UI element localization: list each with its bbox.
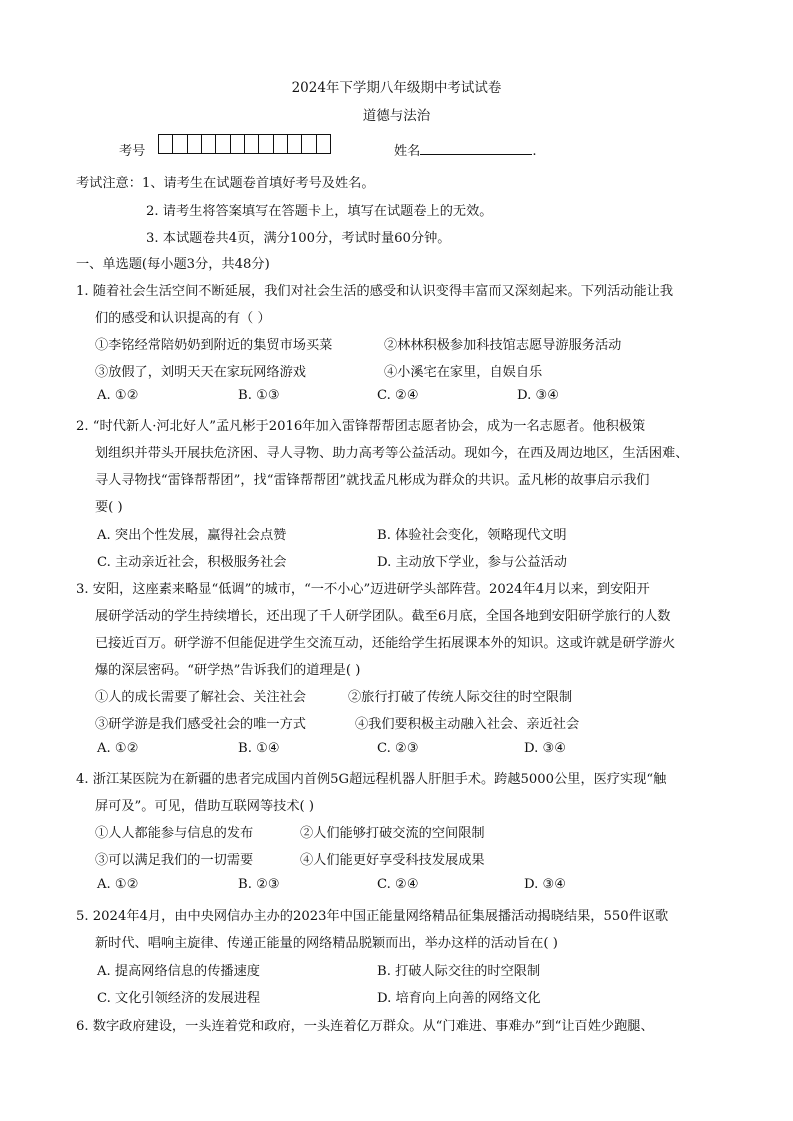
- q3-text-2: 展研学活动的学生持续增长，还出现了千人研学团队。截至6月底，全国各地到安阳研学旅行的人数: [95, 609, 671, 624]
- q3-text-1: 3. 安阳，这座素来略显“低调”的城市，“一不小心”迈进研学头部阵营。2024年4月以来，到安阳开: [76, 582, 650, 597]
- q4-stmt-4: ④人们能更好享受科技发展成果: [300, 853, 485, 868]
- q3-option-a[interactable]: A. ①②: [97, 741, 139, 756]
- q2-option-b[interactable]: B. 体验社会变化，领略现代文明: [377, 528, 567, 543]
- name-underline: [420, 141, 532, 155]
- q2-option-c[interactable]: C. 主动亲近社会，积极服务社会: [97, 555, 287, 570]
- q1-text-2: 们的感受和认识提高的有（ ）: [95, 311, 271, 326]
- q3-text-4: 爆的深层密码。“研学热”告诉我们的道理是( ): [95, 663, 361, 678]
- exam-title: 2024年下学期八年级期中考试试卷: [291, 80, 502, 96]
- section-heading: 一、单选题(每小题3分，共48分): [76, 257, 270, 272]
- q1-option-b[interactable]: B. ①③: [238, 388, 280, 403]
- q3-stmt-3: ③研学游是我们感受社会的唯一方式: [95, 717, 306, 732]
- q3-stmt-2: ②旅行打破了传统人际交往的时空限制: [348, 690, 573, 705]
- q2-text-2: 划组织并带头开展扶危济困、寻人寻物、助力高考等公益活动。现如今，在西及周边地区，生活困难、: [95, 446, 689, 461]
- q5-option-a[interactable]: A. 提高网络信息的传播速度: [97, 964, 260, 979]
- q5-text-1: 5. 2024年4月，由中央网信办主办的2023年中国正能量网络精品征集展播活动揭晓结果，550件讴歌: [76, 909, 669, 924]
- exam-subject: 道德与法治: [362, 108, 431, 124]
- id-number-boxes[interactable]: [158, 134, 331, 154]
- notes-line-3: 3. 本试题卷共4页，满分100分，考试时量60分钟。: [146, 231, 451, 246]
- q4-option-d[interactable]: D. ③④: [524, 877, 567, 892]
- q3-option-b[interactable]: B. ①④: [238, 741, 280, 756]
- q4-text-1: 4. 浙江某医院为在新疆的患者完成国内首例5G超远程机器人肝胆手术。跨越5000公里，医疗实现“触: [76, 772, 667, 787]
- q5-text-2: 新时代、唱响主旋律、传递正能量的网络精品脱颖而出，举办这样的活动旨在( ): [95, 936, 558, 951]
- q3-stmt-4: ④我们要积极主动融入社会、亲近社会: [355, 717, 580, 732]
- q1-option-d[interactable]: D. ③④: [517, 388, 560, 403]
- name-field[interactable]: 姓名 .: [394, 140, 537, 159]
- q2-option-d[interactable]: D. 主动放下学业，参与公益活动: [377, 555, 567, 570]
- q2-text-3: 寻人寻物找“雷锋帮帮团”，找“雷锋帮帮团”就找孟凡彬成为群众的共识。孟凡彬的故事启示我们: [95, 473, 650, 488]
- q5-option-c[interactable]: C. 文化引领经济的发展进程: [97, 991, 261, 1006]
- q4-text-2: 屏可及”。可见，借助互联网等技术( ): [95, 799, 315, 814]
- q1-option-a[interactable]: A. ①②: [97, 388, 139, 403]
- q1-text-1: 1. 随着社会生活空间不断延展，我们对社会生活的感受和认识变得丰富而又深刻起来。下列活动能让我: [76, 284, 674, 299]
- notes-line-1: 考试注意：1、请考生在试题卷首填好考号及姓名。: [76, 176, 375, 191]
- q3-option-c[interactable]: C. ②③: [377, 741, 419, 756]
- q5-option-b[interactable]: B. 打破人际交往的时空限制: [377, 964, 541, 979]
- q4-option-b[interactable]: B. ②③: [238, 877, 280, 892]
- q3-stmt-1: ①人的成长需要了解社会、关注社会: [95, 690, 306, 705]
- q3-option-d[interactable]: D. ③④: [524, 741, 567, 756]
- q3-text-3: 已接近百万。研学游不但能促进学生交流互动，还能给学生拓展课本外的知识。这或许就是研学游火: [95, 636, 676, 651]
- q1-stmt-2: ②林林积极参加科技馆志愿导游服务活动: [384, 338, 622, 353]
- notes-label: 考试注意：: [76, 176, 142, 191]
- q4-stmt-1: ①人人都能参与信息的发布: [95, 826, 254, 841]
- id-label: 考号: [119, 144, 146, 159]
- q5-option-d[interactable]: D. 培育向上向善的网络文化: [377, 991, 541, 1006]
- q4-stmt-3: ③可以满足我们的一切需要: [95, 853, 254, 868]
- q2-text-4: 要( ): [95, 500, 123, 515]
- q4-option-a[interactable]: A. ①②: [97, 877, 139, 892]
- notes-line-2: 2. 请考生将答案填写在答题卡上，填写在试题卷上的无效。: [146, 204, 493, 219]
- q2-option-a[interactable]: A. 突出个性发展，赢得社会点赞: [97, 528, 287, 543]
- q1-stmt-4: ④小溪宅在家里，自娱自乐: [384, 365, 543, 380]
- q4-option-c[interactable]: C. ②④: [377, 877, 419, 892]
- q2-text-1: 2. “时代新人·河北好人”孟凡彬于2016年加入雷锋帮帮团志愿者协会，成为一名志愿者。他积极策: [76, 419, 646, 434]
- name-label: 姓名: [394, 144, 421, 159]
- q1-stmt-1: ①李铭经常陪奶奶到附近的集贸市场买菜: [95, 338, 333, 353]
- q1-stmt-3: ③放假了，刘明天天在家玩网络游戏: [95, 365, 306, 380]
- q1-option-c[interactable]: C. ②④: [377, 388, 419, 403]
- q4-stmt-2: ②人们能够打破交流的空间限制: [300, 826, 485, 841]
- q6-text-1: 6. 数字政府建设，一头连着党和政府，一头连着亿万群众。从“门难进、事难办”到“让百姓少跑腿、: [76, 1019, 654, 1034]
